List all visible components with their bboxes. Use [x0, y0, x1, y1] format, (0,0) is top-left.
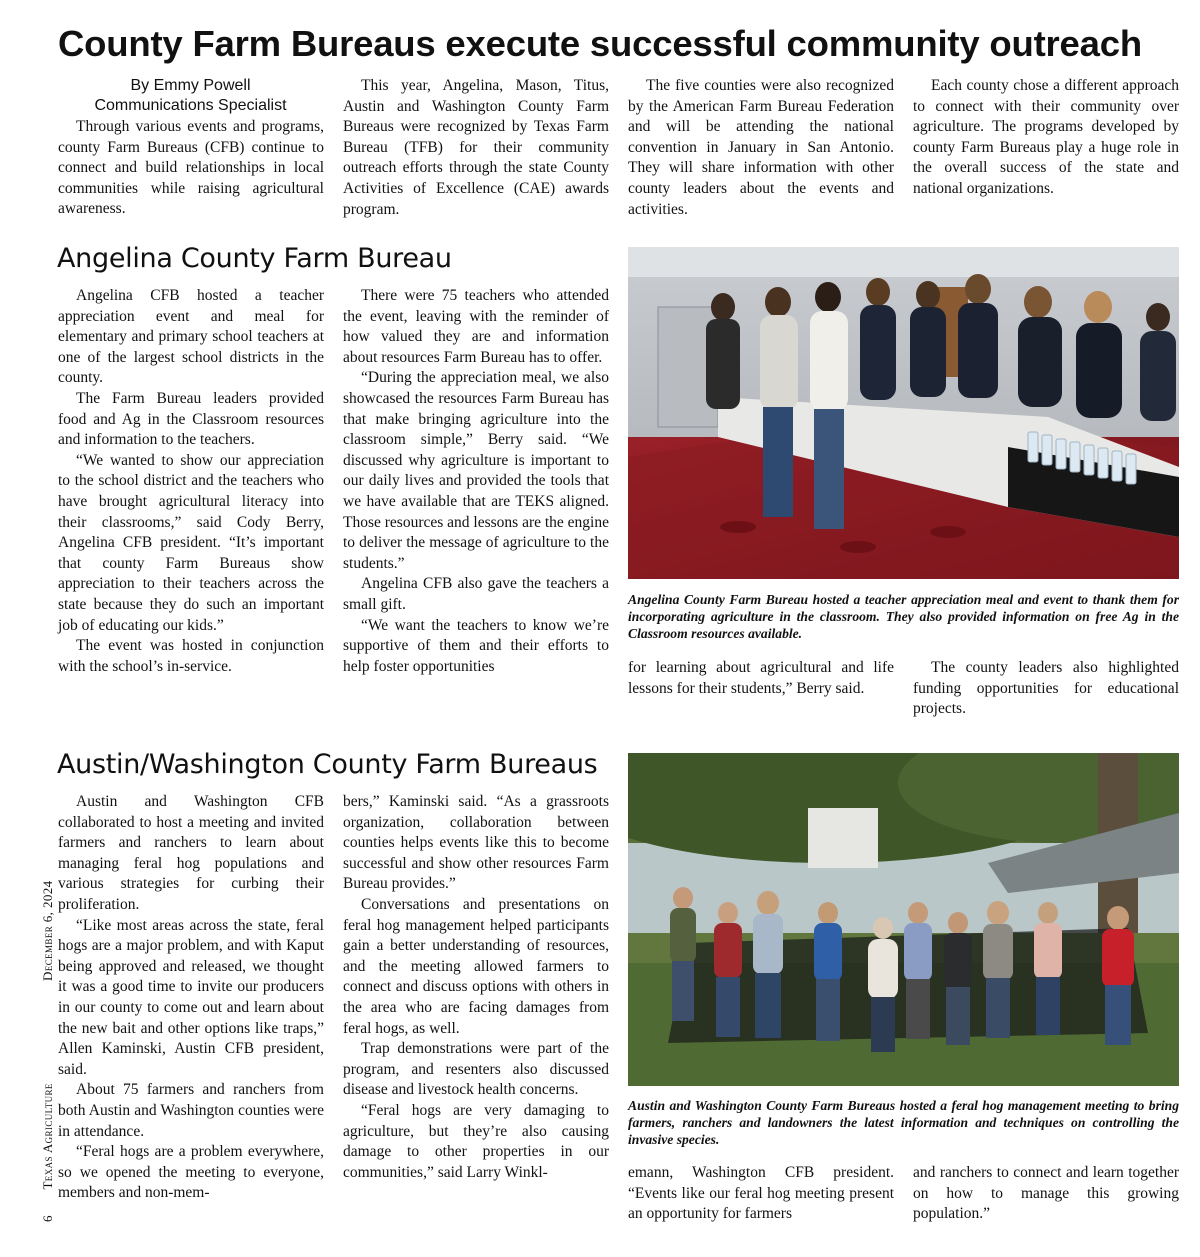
paragraph: The event was hosted in conjunction with the school’s in-service.	[58, 637, 324, 675]
paragraph: “Feral hogs are very damaging to agriculture, but they’re also causing damage to other properties in our communities,” said Larry Winkl-	[343, 1101, 609, 1181]
folio	[40, 880, 56, 1222]
photo-caption-angelina: Angelina County Farm Bureau hosted a teacher appreciation meal and event to thank them for incorporating agriculture in the classroom. They also provided information on free Ag in the Classroom resources available.	[628, 592, 1179, 641]
paragraph: Through various events and programs, county Farm Bureaus (CFB) continue to connect and build relationships in local communities while raising agricultural awareness.	[58, 118, 324, 218]
publication-name: Texas Agriculture	[40, 1083, 55, 1190]
paragraph: Austin and Washington CFB collaborated to host a meeting and invited farmers and ranchers to learn about managing feral hog populations and various strategies for curbing their proliferation.	[58, 793, 324, 913]
paragraph: The county leaders also highlighted funding opportunities for educational projects.	[913, 659, 1179, 718]
paragraph: emann, Washington CFB president. “Events like our feral hog meeting present an opportunity for farmers	[628, 1164, 894, 1223]
photo-illustration	[628, 247, 1179, 579]
paragraph: “Feral hogs are a problem everywhere, so we opened the meeting to everyone, members and non-mem-	[58, 1143, 324, 1202]
paragraph: “During the appreciation meal, we also showcased the resources Farm Bureau has that make bringing agriculture into the classroom simple,” Berry said. “We discussed why agriculture is important to our daily lives and provided the tools that we have available that are TEKS aligned. Those resources and lessons are the engine to deliver the message of agriculture to the students.”	[343, 369, 609, 572]
austin-col-2	[343, 792, 609, 1183]
austin-col-1	[58, 792, 324, 1204]
headline: County Farm Bureaus execute successful community outreach	[58, 23, 1142, 64]
paragraph: Each county chose a different approach to connect with their community over agriculture. The programs developed by county Farm Bureaus play a huge role in the overall success of the state and national organizations.	[913, 77, 1179, 197]
intro-col-2	[343, 76, 609, 220]
paragraph: About 75 farmers and ranchers from both Austin and Washington counties were in attendance.	[58, 1081, 324, 1140]
page-number: 6	[40, 1215, 55, 1222]
paragraph: The Farm Bureau leaders provided food and Ag in the Classroom resources and information to the teachers.	[58, 389, 324, 449]
section-heading-angelina: Angelina County Farm Bureau	[57, 243, 452, 274]
paragraph: bers,” Kaminski said. “As a grassroots organization, collaboration between counties helps events like this to become successful and show other resources Farm Bureau provides.”	[343, 793, 609, 893]
intro-col-4	[913, 76, 1179, 200]
angelina-col-2	[343, 286, 609, 677]
photo-teacher-appreciation	[628, 247, 1179, 579]
paragraph: Conversations and presentations on feral hog management helped participants gain a better understanding of resources, and the meeting allowed farmers to connect and discuss options with others in the area who are facing damages from feral hogs, as well.	[343, 895, 609, 1037]
byline	[58, 76, 323, 116]
angelina-col-4	[913, 658, 1179, 720]
paragraph: “We wanted to show our appreciation to the school district and the teachers who have brought agricultural literacy into their classrooms,” said Cody Berry, Angelina CFB president. “It’s important that county Farm Bureaus show appreciation to their teachers across the state because they do such an important job of educating our kids.”	[58, 451, 324, 634]
paragraph: Angelina CFB also gave the teachers a small gift.	[343, 575, 609, 613]
angelina-col-1	[58, 286, 324, 677]
photo-illustration	[628, 753, 1179, 1086]
paragraph: The five counties were also recognized by the American Farm Bureau Federation and will be attending the national convention in January in San Antonio. They will share information with other county leaders about the events and activities.	[628, 77, 894, 218]
issue-date: December 6, 2024	[40, 880, 55, 981]
section-heading-austin-washington: Austin/Washington County Farm Bureaus	[57, 749, 598, 780]
paragraph: This year, Angelina, Mason, Titus, Austin and Washington County Farm Bureaus were recognized by Texas Farm Bureau (TFB) for their community outreach efforts through the state County Activities of Excellence (CAE) awards program.	[343, 77, 609, 218]
austin-col-4	[913, 1163, 1179, 1225]
photo-caption-austin-washington: Austin and Washington County Farm Bureaus hosted a feral hog management meeting to bring farmers, ranchers and landowners the latest information and techniques on controlling the invasive species.	[628, 1098, 1179, 1147]
photo-feral-hog-meeting	[628, 753, 1179, 1086]
byline-title: Communications Specialist	[94, 97, 287, 114]
paragraph: Trap demonstrations were part of the program, and resenters also discussed disease and livestock health concerns.	[343, 1040, 609, 1099]
intro-col-3	[628, 76, 894, 220]
angelina-col-3	[628, 658, 894, 699]
paragraph: Angelina CFB hosted a teacher appreciation event and meal for elementary and primary school teachers at one of the largest school districts in the county.	[58, 287, 324, 387]
paragraph: and ranchers to connect and learn together on how to manage this growing population.”	[913, 1164, 1179, 1223]
intro-col-1	[58, 117, 324, 220]
paragraph: “We want the teachers to know we’re supportive of them and their efforts to help foster opportunities	[343, 616, 609, 675]
byline-name: By Emmy Powell	[130, 77, 251, 94]
austin-col-3	[628, 1163, 894, 1225]
paragraph: for learning about agricultural and life lessons for their students,” Berry said.	[628, 659, 894, 697]
paragraph: There were 75 teachers who attended the event, leaving with the reminder of how valued they are and information about resources Farm Bureau has to offer.	[343, 287, 609, 366]
paragraph: “Like most areas across the state, feral hogs are a major problem, and with Kaput being approved and released, we thought it was a good time to invite our producers in our county to come out and learn about the new bait and other options like traps,” Allen Kaminski, Austin CFB president, said.	[58, 916, 324, 1078]
